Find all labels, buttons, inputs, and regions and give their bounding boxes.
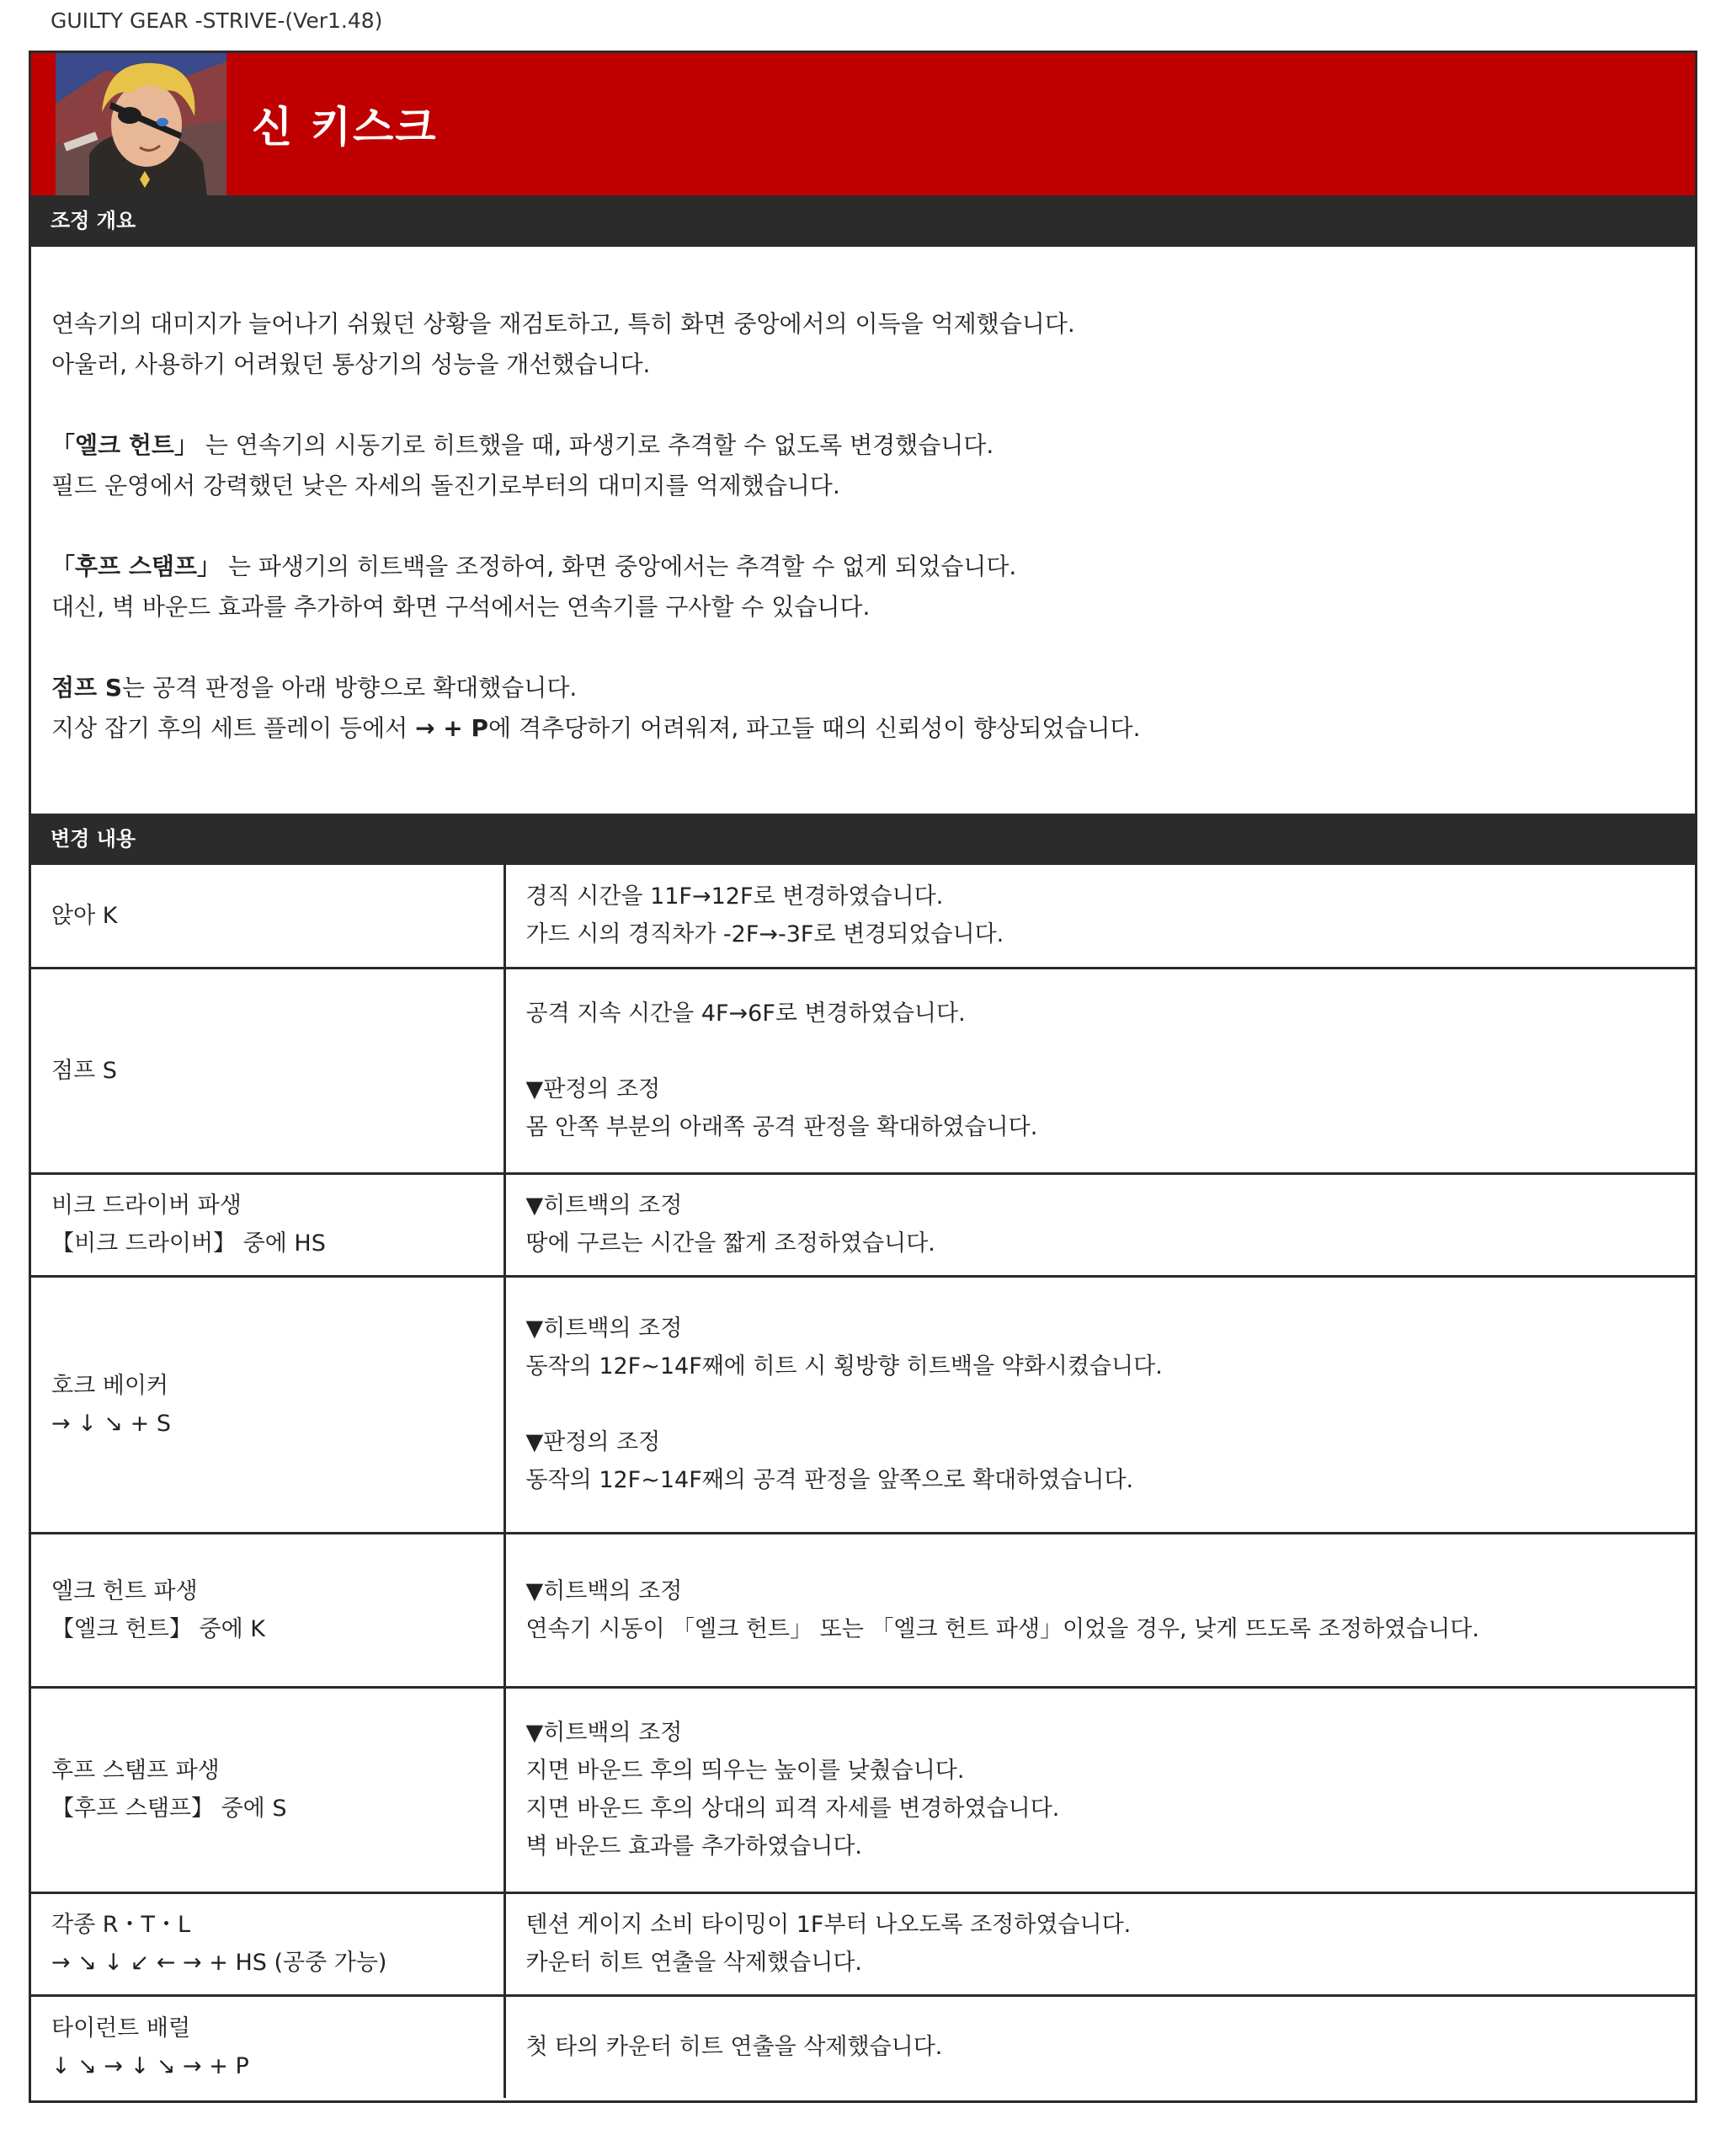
change-row	[31, 1173, 1695, 1276]
change-description-line: 카운터 히트 연출을 삭제했습니다.	[525, 1950, 862, 1976]
overview-body	[31, 247, 1695, 814]
move-input: 【엘크 헌트】 중에 K	[51, 1615, 265, 1642]
overview-paragraph	[51, 547, 1675, 627]
move-input: → ↓ ↘ + S	[51, 1410, 171, 1437]
overview-text: 는 공격 판정을 아래 방향으로 확대했습니다.	[122, 674, 578, 702]
move-name-cell	[31, 1687, 504, 1892]
overview-line: 아울러, 사용하기 어려웠던 통상기의 성능을 개선했습니다.	[51, 350, 651, 378]
change-description-line: 동작의 12F~14F째에 히트 시 횡방향 히트백을 약화시켰습니다.	[525, 1353, 1163, 1380]
move-name: 점프 S	[51, 1057, 117, 1084]
change-description-cell	[504, 1892, 1695, 1995]
changes-section-header: 변경 내용	[31, 814, 1695, 865]
move-name-cell	[31, 968, 504, 1173]
line-gap	[526, 1033, 1695, 1070]
change-description-line: 텐션 게이지 소비 타이밍이 1F부터 나오도록 조정하였습니다.	[525, 1912, 1132, 1938]
change-row	[31, 865, 1695, 968]
overview-line: 대신, 벽 바운드 효과를 추가하여 화면 구석에서는 연속기를 구사할 수 있습니다.	[51, 593, 871, 621]
overview-paragraph	[51, 425, 1675, 506]
patch-note-card	[29, 51, 1697, 2103]
move-name: 타이런트 배럴	[51, 2015, 191, 2041]
change-description-line: 연속기 시동이 「엘크 헌트」 또는 「엘크 헌트 파생」이었을 경우, 낮게 뜨도록 조정하였습니다.	[525, 1615, 1479, 1642]
overview-text: 지상 잡기 후의 세트 플레이 등에서	[51, 714, 416, 742]
change-description-line: ▼판정의 조정	[525, 1076, 661, 1102]
move-input: 【비크 드라이버】 중에 HS	[51, 1230, 326, 1257]
change-description-cell	[504, 1687, 1695, 1892]
move-input: 【후프 스탬프】 중에 S	[51, 1796, 287, 1822]
character-header	[31, 53, 1695, 195]
overview-line	[51, 425, 1675, 466]
change-description-line: 벽 바운드 효과를 추가하였습니다.	[525, 1833, 862, 1860]
move-name-highlight: 「엘크 헌트」	[51, 431, 198, 459]
overview-line	[51, 668, 1675, 708]
move-input: ↓ ↘ → ↓ ↘ → + P	[51, 2052, 249, 2079]
change-description-cell	[504, 1533, 1695, 1687]
move-name: 엘크 헌트 파생	[51, 1577, 198, 1604]
changes-table	[31, 865, 1695, 2098]
character-portrait-icon	[56, 53, 226, 195]
change-description-line: 공격 지속 시간을 4F→6F로 변경하였습니다.	[525, 1001, 966, 1027]
change-description-line: 지면 바운드 후의 상대의 피격 자세를 변경하였습니다.	[525, 1796, 1060, 1822]
change-row	[31, 1687, 1695, 1892]
change-description-line: 동작의 12F~14F째의 공격 판정을 앞쪽으로 확대하였습니다.	[525, 1467, 1134, 1493]
line-gap	[526, 1385, 1695, 1423]
change-description-cell	[504, 1995, 1695, 2098]
change-description-line: 땅에 구르는 시간을 짧게 조정하였습니다.	[525, 1230, 935, 1257]
move-name-highlight: 점프 S	[51, 674, 123, 702]
command-highlight: → + P	[415, 714, 489, 742]
move-name: 후프 스탬프 파생	[51, 1758, 220, 1784]
change-description-line: 경직 시간을 11F→12F로 변경하였습니다.	[525, 883, 944, 910]
change-description-line: 첫 타의 카운터 히트 연출을 삭제했습니다.	[525, 2034, 943, 2061]
change-row	[31, 1995, 1695, 2098]
change-row	[31, 1276, 1695, 1533]
change-description-line: ▼히트백의 조정	[525, 1577, 683, 1604]
version-label: GUILTY GEAR -STRIVE-(Ver1.48)	[51, 8, 383, 33]
move-name: 앉아 K	[51, 902, 118, 929]
move-name: 각종 R・T・L	[51, 1912, 191, 1938]
overview-paragraph	[51, 304, 1675, 385]
overview-line: 연속기의 대미지가 늘어나기 쉬웠던 상황을 재검토하고, 특히 화면 중앙에서의 이득을 억제했습니다.	[51, 310, 1075, 338]
change-description-line: 지면 바운드 후의 띄우는 높이를 낮췄습니다.	[525, 1758, 965, 1784]
change-description-cell	[504, 865, 1695, 968]
change-description-cell	[504, 1276, 1695, 1533]
move-name-cell	[31, 865, 504, 968]
change-description-line: ▼히트백의 조정	[525, 1315, 683, 1342]
move-name: 비크 드라이버 파생	[51, 1193, 242, 1219]
move-name: 호크 베이커	[51, 1372, 168, 1399]
overview-line	[51, 708, 1675, 749]
overview-line	[51, 547, 1675, 587]
change-description-line: ▼히트백의 조정	[525, 1193, 683, 1219]
overview-text: 는 연속기의 시동기로 히트했을 때, 파생기로 추격할 수 없도록 변경했습니다.	[205, 431, 994, 459]
change-description-line: ▼히트백의 조정	[525, 1720, 683, 1746]
overview-line: 필드 운영에서 강력했던 낮은 자세의 돌진기로부터의 대미지를 억제했습니다.	[51, 472, 840, 499]
change-description-line: 가드 시의 경직차가 -2F→-3F로 변경되었습니다.	[525, 921, 1004, 948]
change-description-cell	[504, 968, 1695, 1173]
overview-paragraph	[51, 668, 1675, 749]
overview-text: 는 파생기의 히트백을 조정하여, 화면 중앙에서는 추격할 수 없게 되었습니다.	[227, 552, 1017, 580]
change-description-line: 몸 안쪽 부분의 아래쪽 공격 판정을 확대하였습니다.	[525, 1114, 1038, 1140]
overview-text: 에 격추당하기 어려워져, 파고들 때의 신뢰성이 향상되었습니다.	[488, 714, 1141, 742]
move-name-cell	[31, 1276, 504, 1533]
change-description-cell	[504, 1173, 1695, 1276]
move-name-cell	[31, 1995, 504, 2098]
move-name-cell	[31, 1173, 504, 1276]
change-row	[31, 1533, 1695, 1687]
overview-section-header: 조정 개요	[31, 195, 1695, 247]
change-description-line: ▼판정의 조정	[525, 1429, 661, 1455]
change-row	[31, 968, 1695, 1173]
move-input: → ↘ ↓ ↙ ← → + HS (공중 가능)	[51, 1950, 387, 1976]
change-row	[31, 1892, 1695, 1995]
move-name-cell	[31, 1533, 504, 1687]
move-name-cell	[31, 1892, 504, 1995]
move-name-highlight: 「후프 스탬프」	[51, 552, 221, 580]
character-name: 신 키스크	[252, 103, 438, 152]
